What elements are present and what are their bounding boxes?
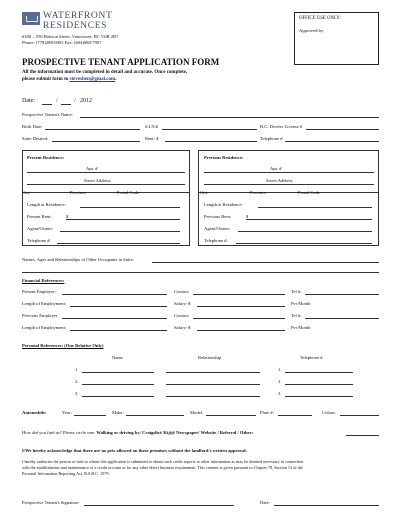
reference-1-tel-field[interactable] [285,372,353,373]
present-length-label: Length at Residence: [27,202,66,207]
license-label: B.C. Drivers License # [260,124,303,129]
employer-contact-field[interactable] [193,294,285,295]
reference-row-2-number: 2. [75,379,79,384]
authorization-line-2: with the establishment and maintenance of a credit account or for any other direct business requirement. This consent is given pursuant to Chapter 78, Section 12 of the [22,465,303,470]
previous-length-label: Length at Residence: [204,202,243,207]
previous-rent-field[interactable] [246,219,372,220]
previous-length-field[interactable] [70,330,167,331]
col-name-header: Name [112,355,123,360]
signature-field[interactable] [84,505,234,506]
present-rent-label: Present Rent: [27,214,52,219]
previous-agent-label: Agent/Owner: [204,226,231,231]
present-postal-label: Postal Code [117,190,140,195]
pets-acknowledgement: I/We hereby acknowledge that there are no pets allowed on these premises without the landlord's written approval. [22,448,247,453]
previous-city-field[interactable] [198,192,379,193]
hear-other-field[interactable] [346,435,379,436]
present-agent-field[interactable] [60,231,180,232]
date-sep-2: / [74,98,76,104]
reference-row-1-number: 1. [75,367,79,372]
reference-3-name-field[interactable] [82,396,154,397]
signature-label: Prospective Tenant's Signature: [22,500,80,505]
reference-row-2-number-tel: 2. [278,379,282,384]
office-use-heading: OFFICE USE ONLY: [299,16,341,21]
hear-about-line [22,430,253,435]
previous-employer-field[interactable] [62,318,167,319]
present-length-field[interactable] [80,207,180,208]
financial-row-4-mid: Salary: $ [174,325,191,330]
rent-label: Rent: $ [145,136,159,141]
auto-make-label: Make: [112,410,124,415]
auto-model-label: Model: [190,410,204,415]
present-residence-heading: Present Residence: [27,155,65,160]
auto-year-field[interactable] [74,415,106,416]
sin-field[interactable] [162,129,257,130]
financial-row-3-right: Tel #: [291,313,302,318]
reference-1-relationship-field[interactable] [166,372,260,373]
tenant-name-field[interactable] [80,117,379,118]
previous-tel-field[interactable] [236,243,372,244]
financial-row-3-left: Previous Employer [22,313,58,318]
intro-line-2 [22,77,116,83]
company-phone: Phone: (778)288-0003 Fax: (604)688-7907 [22,40,102,45]
date-day-field[interactable] [42,104,52,105]
present-rent-dollar: $ [66,214,69,219]
previous-tel-field[interactable] [305,318,379,319]
auto-make-field[interactable] [126,415,184,416]
present-street-field[interactable] [27,184,185,185]
financial-row-1-right: Tel #: [291,289,302,294]
previous-tel-label: Telephone #: [204,238,228,243]
financial-row-2-mid: Salary: $ [174,301,191,306]
signature-date-label: Date: [260,500,270,505]
present-street-label: Street Address [84,178,111,183]
present-city-field[interactable] [22,192,190,193]
financial-row-4-left: Length of Employment: [22,325,67,330]
financial-row-1-left: Present Employer: [22,289,57,294]
present-city-label: City [22,190,30,195]
previous-postal-label: Postal Code [298,190,321,195]
personal-heading: Personal References: (One Relative Only) [22,343,104,348]
salary-field[interactable] [197,306,285,307]
birth-date-field[interactable] [45,129,140,130]
col-telephone-header: Telephone # [300,355,323,360]
intro-line-1: All the information must be completed in detail and accurate. Once complete, [22,70,188,75]
form-title: PROSPECTIVE TENANT APPLICATION FORM [22,57,220,67]
present-province-label: Province [70,190,87,195]
auto-colour-label: Colour: [322,410,337,415]
financial-row-3-mid: Contact: [174,313,190,318]
logo-mark [22,12,40,25]
office-use-box [294,12,379,65]
reference-1-name-field[interactable] [82,372,154,373]
telephone-label: Telephone # [260,136,283,141]
logo-line-1: WATERFRONT [43,10,113,21]
previous-street-field[interactable] [204,184,374,185]
date-month-field[interactable] [61,104,71,105]
present-apt-field[interactable] [27,172,185,173]
auto-model-field[interactable] [206,415,256,416]
reference-2-tel-field[interactable] [285,384,353,385]
reference-2-relationship-field[interactable] [166,384,260,385]
date-sep-1: / [56,98,58,104]
email-link[interactable]: steveshen@gmai.com [69,77,116,82]
financial-heading: Financial References: [22,278,65,283]
reference-row-3-number-tel: 3. [278,391,282,396]
previous-salary-field[interactable] [197,330,285,331]
authorization-line-1: I hereby authorize the person or firm to whom this application is submitted to obtain such credit reports or other information as may be deemed necessary in connection [22,459,304,464]
signature-date-field[interactable] [274,505,379,506]
authorization-line-3: Personal Information Reporting Act, R.S.B.C. 1979. [22,471,110,476]
previous-street-label: Street Address [266,178,293,183]
reference-row-3-number: 3. [75,391,79,396]
auto-plate-label: Plate #: [260,410,274,415]
company-address: #300 – 550 Robson Street, Vancouver, BC V6B 2B7 [22,34,119,39]
previous-province-label: Province [250,190,267,195]
previous-contact-field[interactable] [193,318,285,319]
present-tel-label: Telephone #: [27,238,51,243]
reference-3-tel-field[interactable] [285,396,353,397]
financial-row-2-right: Per Month [291,301,311,306]
financial-row-1-mid: Contact: [174,289,190,294]
previous-agent-field[interactable] [238,231,372,232]
license-field[interactable] [306,129,379,130]
employer-tel-field[interactable] [305,294,379,295]
previous-apt-field[interactable] [204,172,374,173]
occupants-field-2[interactable] [22,272,379,273]
previous-city-label: City [200,190,208,195]
hear-about-options[interactable]: Walking or driving by/ Craigslist/ Kijiji/ Newspaper/ Website / Referral / Other: [96,430,254,435]
employment-length-field[interactable] [70,306,167,307]
rent-field[interactable] [165,141,257,142]
sin-label: S.I.N.# [145,124,159,129]
occupants-label: Names, Ages and Relationships of Other Occupants in Suite: [22,257,134,262]
present-employer-field[interactable] [62,294,167,295]
previous-rent-label: Previous Rent: [204,214,232,219]
date-year: 2012 [80,98,92,104]
reference-2-name-field[interactable] [82,384,154,385]
present-agent-label: Agent/Owner: [27,226,54,231]
col-relationship-header: Relationship [198,355,222,360]
present-tel-field[interactable] [57,243,180,244]
logo-text [43,11,112,30]
previous-length-field[interactable] [258,207,372,208]
auto-year-label: Year: [62,410,72,415]
present-rent-field[interactable] [66,219,180,220]
suite-field[interactable] [52,141,140,142]
birth-date-label: Birth Date: [22,124,43,129]
auto-colour-field[interactable] [340,415,379,416]
telephone-field[interactable] [285,141,379,142]
financial-row-2-left: Length of Employment: [22,301,67,306]
intro-line-2-prefix: please submit form to [22,77,70,82]
reference-row-1-number-tel: 1. [278,367,282,372]
financial-row-4-right: Per Month [291,325,311,330]
reference-3-relationship-field[interactable] [166,396,260,397]
intro-line-2-suffix: . [115,77,117,82]
date-label: Date: [22,98,35,104]
tenant-name-label: Prospective Tenant's Name: [22,112,73,117]
suite-label: Suite Desired: [22,136,49,141]
previous-apt-label: Apt. # [270,166,282,171]
logo-line-2: RESIDENCES [43,19,108,31]
previous-rent-dollar: $ [246,214,249,219]
present-apt-label: Apt. # [86,166,98,171]
automobile-label: Automobile: [22,410,47,415]
occupants-field-1[interactable] [152,262,379,263]
approved-by-label: Approved by: [299,27,325,33]
hear-about-prefix: How did you find us? Please circle one: [22,430,97,435]
previous-residence-heading: Previous Residence: [204,155,244,160]
auto-plate-field[interactable] [278,415,312,416]
